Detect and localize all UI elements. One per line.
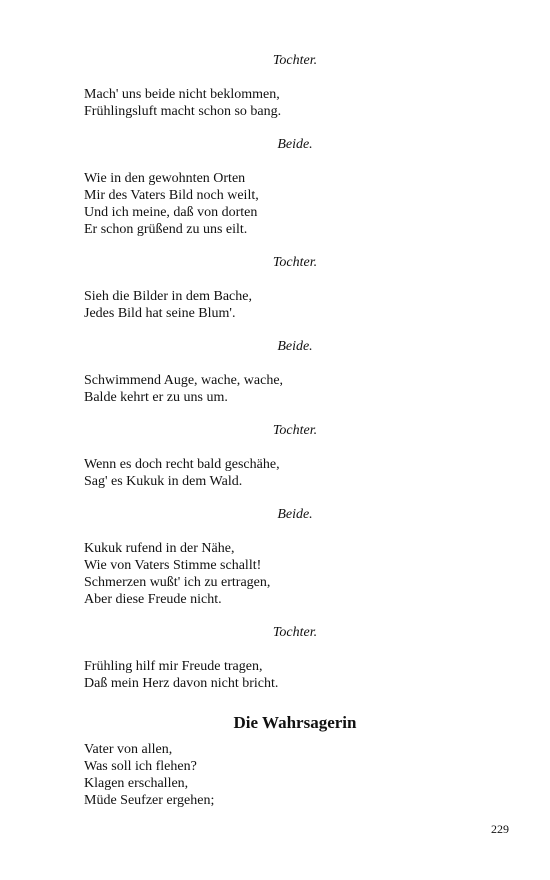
verse-line: Frühling hilf mir Freude tragen, [84, 659, 263, 674]
verse-line: Er schon grüßend zu uns eilt. [84, 222, 248, 237]
verse-line: Und ich meine, daß von dorten [84, 205, 258, 220]
verse-line: Jedes Bild hat seine Blum'. [84, 306, 236, 321]
verse-line: Vater von allen, [84, 742, 173, 757]
verse-line: Aber diese Freude nicht. [84, 592, 222, 607]
verse-line: Was soll ich flehen? [84, 759, 197, 774]
verse-line: Sag' es Kukuk in dem Wald. [84, 474, 243, 489]
speaker-label: Tochter. [272, 255, 318, 270]
speaker-label: Tochter. [272, 53, 318, 68]
verse-line: Daß mein Herz davon nicht bricht. [84, 676, 279, 691]
verse-line: Wenn es doch recht bald geschähe, [84, 457, 280, 472]
poem-title: Die Wahrsagerin [233, 713, 357, 732]
verse-line: Kukuk rufend in der Nähe, [84, 541, 235, 556]
verse-line: Frühlingsluft macht schon so bang. [84, 104, 282, 119]
verse-line: Mach' uns beide nicht beklommen, [84, 87, 280, 102]
verse-line: Schmerzen wußt' ich zu ertragen, [84, 575, 271, 590]
speaker-label: Beide. [277, 137, 313, 152]
verse-line: Sieh die Bilder in dem Bache, [84, 289, 252, 304]
verse-line: Wie in den gewohnten Orten [84, 171, 246, 186]
verse-line: Mir des Vaters Bild noch weilt, [84, 188, 259, 203]
verse-line: Klagen erschallen, [84, 776, 189, 791]
verse-line: Schwimmend Auge, wache, wache, [84, 373, 284, 388]
page-number: 229 [491, 822, 509, 836]
speaker-label: Tochter. [272, 625, 318, 640]
speaker-label: Tochter. [272, 423, 318, 438]
verse-line: Balde kehrt er zu uns um. [84, 390, 228, 405]
speaker-label: Beide. [277, 507, 313, 522]
speaker-label: Beide. [277, 339, 313, 354]
verse-line: Wie von Vaters Stimme schallt! [84, 558, 262, 573]
verse-line: Müde Seufzer ergehen; [84, 793, 215, 808]
